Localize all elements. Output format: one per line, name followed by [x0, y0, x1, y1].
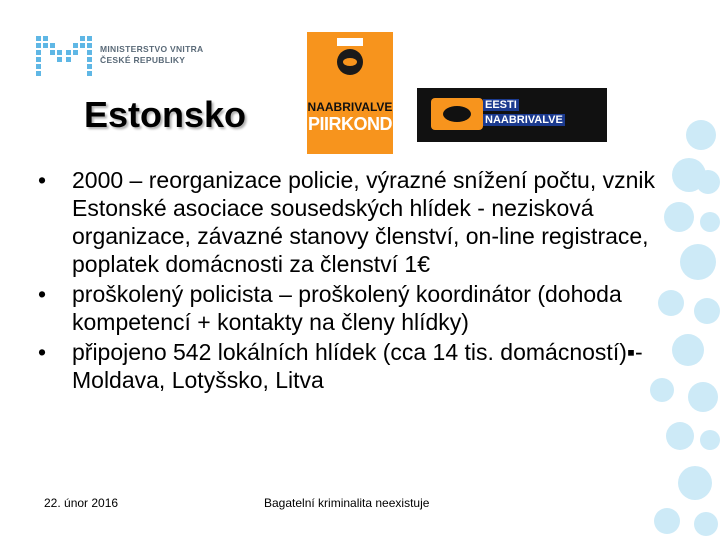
ministry-logo — [36, 34, 203, 76]
ministry-name-line2: ČESKÉ REPUBLIKY — [100, 55, 186, 65]
ministry-name — [100, 44, 203, 66]
ministry-logo-icon — [36, 34, 92, 76]
poster-line1: NAABRIVALVE — [307, 100, 393, 114]
eesti-logo-line2: NAABRIVALVE — [485, 114, 563, 126]
bullet-item: • 2000 – reorganizace policie, výrazné snížení počtu, vznik Estonské asociace sousedských hlídek - nezisková organizace, závazné stanovy členství, on-line registrace, poplatek domácnosti za členství 1€ — [38, 166, 678, 278]
eesti-logo-line1: EESTI — [485, 99, 517, 111]
footer-title: Bagatelní kriminalita neexistuje — [264, 496, 430, 510]
poster-line2: PIIRKOND — [307, 114, 392, 134]
eye-icon — [337, 49, 363, 75]
poster-badge — [337, 38, 363, 46]
eye-icon — [431, 98, 483, 130]
ministry-name-line1: MINISTERSTVO VNITRA — [100, 44, 204, 54]
naabrivalve-poster-image — [307, 32, 393, 154]
bullet-item: • proškolený policista – proškolený koordinátor (dohoda kompetencí + kontakty na členy hlídky) — [38, 280, 678, 336]
slide-title: Estonsko — [84, 94, 247, 135]
bullet-list — [38, 166, 678, 396]
footer-date: 22. únor 2016 — [44, 496, 119, 510]
eesti-naabrivalve-logo — [417, 88, 607, 142]
bullet-item: • připojeno 542 lokálních hlídek (cca 14 tis. domácností)▪- Moldava, Lotyšsko, Litva — [38, 338, 678, 394]
